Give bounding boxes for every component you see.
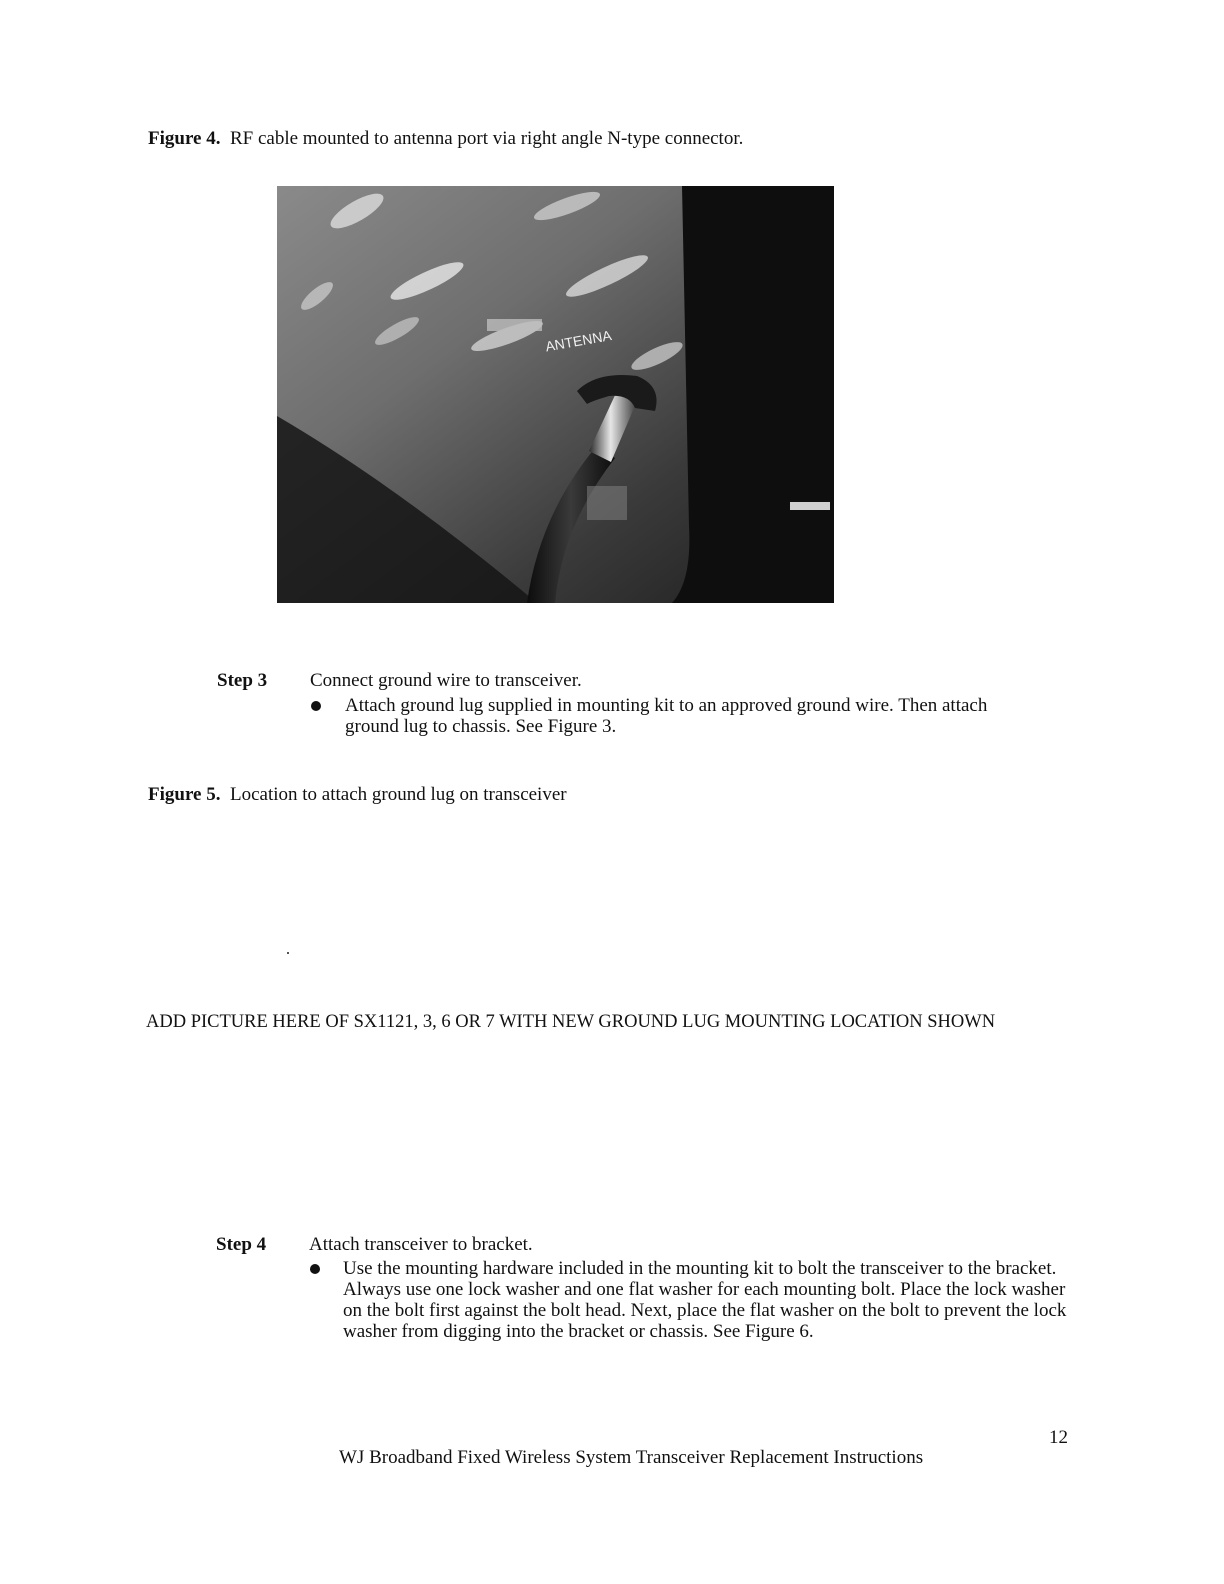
bullet-icon (311, 701, 321, 711)
figure-4-caption (148, 128, 743, 150)
page-number: 12 (1049, 1427, 1068, 1448)
figure-5-label: Figure 5. (148, 784, 221, 805)
picture-placeholder-note: ADD PICTURE HERE OF SX1121, 3, 6 OR 7 WITH NEW GROUND LUG MOUNTING LOCATION SHOWN (146, 1012, 996, 1032)
step-3-bullet: Attach ground lug supplied in mounting kit to an approved ground wire. Then attach ground lug to chassis. See Figure 3. (345, 695, 988, 737)
antenna-label-text: ANTENNA (544, 327, 613, 355)
step-4-label: Step 4 (216, 1234, 267, 1255)
step-3-title: Connect ground wire to transceiver. (310, 670, 582, 691)
step-3-label: Step 3 (217, 670, 268, 691)
figure-5-caption-text: Location to attach ground lug on transceiver (229, 784, 567, 805)
figure-4-photo (277, 186, 834, 603)
antenna-port-photo (277, 186, 834, 603)
figure-4-caption-text: RF cable mounted to antenna port via right angle N-type connector. (229, 128, 744, 149)
figure-5-caption (148, 784, 567, 806)
step-4-bullet: Use the mounting hardware included in the mounting kit to bolt the transceiver to the bracket. Always use one lock washer and one flat washer for each mounting bolt. Place the lock washer on the bolt first against the bolt head. Next, place the flat washer on the bolt to prevent the lock washer from digging into the bracket or chassis. See Figure 6. (343, 1258, 1067, 1342)
bullet-icon (310, 1264, 320, 1274)
step-4-title: Attach transceiver to bracket. (309, 1234, 533, 1255)
document-footer: WJ Broadband Fixed Wireless System Transceiver Replacement Instructions (339, 1447, 924, 1468)
figure-4-label: Figure 4. (148, 128, 221, 149)
scan-speck (287, 952, 289, 954)
